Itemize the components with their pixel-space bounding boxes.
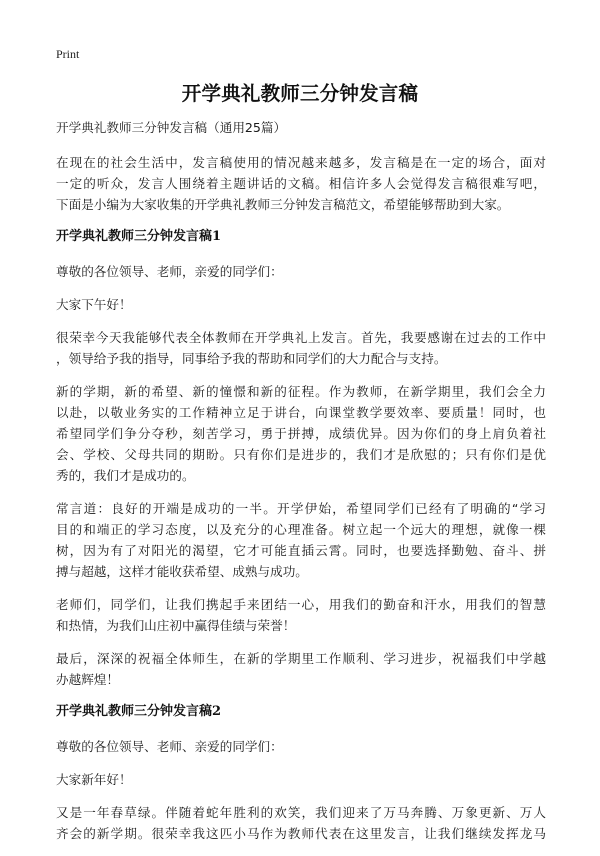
body-paragraph — [56, 648, 546, 690]
body-paragraph — [56, 594, 546, 636]
text-line: 一定的听众，发言人围绕着主题讲话的文稿。相信许多人会觉得发言稿很难写吧， — [56, 176, 546, 191]
text-line: 会、学校、父母共同的期盼。只有你们是进步的，我们才是欣慰的；只有你们是优 — [56, 447, 546, 462]
text-line: 目的和端正的学习态度，以及充分的心理准备。树立起一个远大的理想，就像一棵 — [56, 522, 546, 537]
greeting: 尊敬的各位领导、老师，亲爱的同学们： — [56, 264, 283, 279]
greeting: 尊敬的各位领导、老师、亲爱的同学们： — [56, 739, 283, 754]
document-body — [56, 118, 546, 856]
text-line: 又是一年春草绿。伴随着蛇年胜利的欢笑，我们迎来了万马奔腾、万象更新、万人 — [56, 805, 546, 820]
hello: 大家新年好！ — [56, 772, 132, 787]
text-line: 最后，深深的祝福全体师生，在新的学期里工作顺利、学习进步，祝福我们中学越 — [56, 651, 546, 666]
section-heading-1: 开学典礼教师三分钟发言稿1 — [56, 229, 222, 244]
document-subtitle: 开学典礼教师三分钟发言稿（通用25篇） — [56, 120, 287, 135]
text-line: 老师们，同学们，让我们携起手来团结一心，用我们的勤奋和汗水，用我们的智慧 — [56, 597, 546, 612]
text-line: 希望同学们争分夺秒，刻苦学习，勇于拼搏，成绩优异。因为你们的身上肩负着社 — [56, 426, 546, 441]
hello: 大家下午好！ — [56, 297, 132, 312]
text-line: 以赴，以敬业务实的工作精神立足于讲台，向课堂教学要效率、要质量！同时，也 — [56, 405, 546, 420]
text-line: 新的学期，新的希望、新的憧憬和新的征程。作为教师，在新学期里，我们会全力 — [56, 384, 546, 399]
text-line: ，领导给予我的指导，同事给予我的帮助和同学们的大力配合与支持。 — [56, 351, 447, 366]
body-paragraph — [56, 327, 546, 369]
text-line: 常言道：良好的开端是成功的一半。开学伊始，希望同学们已经有了明确的“学习 — [56, 501, 546, 516]
body-paragraph — [56, 381, 546, 486]
intro-paragraph — [56, 152, 546, 215]
body-paragraph — [56, 498, 546, 582]
text-line: 下面是小编为大家收集的开学典礼教师三分钟发言稿范文，希望能够帮助到大家。 — [56, 197, 510, 212]
text-line: 搏与超越，这样才能收获希望、成熟与成功。 — [56, 564, 308, 579]
text-line: 很荣幸今天我能够代表全体教师在开学典礼上发言。首先，我要感谢在过去的工作中 — [56, 330, 546, 345]
text-line: 办越辉煌！ — [56, 672, 119, 687]
text-line: 秀的，我们才是成功的。 — [56, 468, 195, 483]
page-title: 开学典礼教师三分钟发言稿 — [181, 82, 419, 105]
section-heading-2: 开学典礼教师三分钟发言稿2 — [56, 704, 222, 719]
print-link[interactable]: Print — [56, 47, 80, 61]
body-paragraph — [56, 802, 546, 844]
text-line: 和热情，为我们山庄初中赢得佳绩与荣誉！ — [56, 618, 296, 633]
text-line: 齐会的新学期。很荣幸我这匹小马作为教师代表在这里发言，让我们继续发挥龙马 — [56, 826, 546, 841]
text-line: 在现在的社会生活中，发言稿使用的情况越来越多，发言稿是在一定的场合，面对 — [56, 155, 546, 170]
text-line: 树，因为有了对阳光的渴望，它才可能直插云霄。同时，也要选择勤勉、奋斗、拼 — [56, 543, 546, 558]
